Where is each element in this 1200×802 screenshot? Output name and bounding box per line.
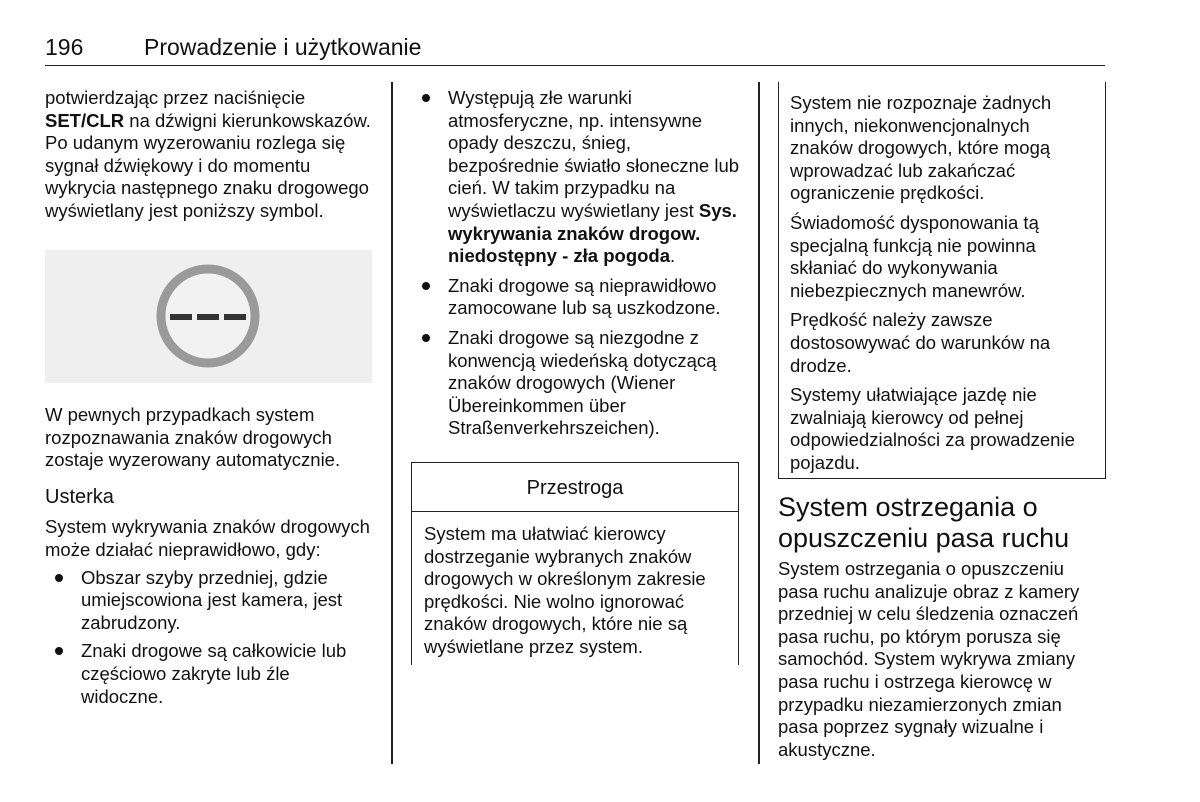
auto-reset-paragraph: W pewnych przypadkach system rozpoznawania znaków drogowych zostaje wyzerowany automatycznie. [45, 404, 341, 471]
lane-departure-section [778, 492, 1104, 761]
warning-box [411, 462, 739, 665]
column-1 [45, 87, 375, 223]
column-divider-left [391, 82, 393, 764]
column-2 [412, 87, 742, 446]
list-item: Obszar szyby przedniej, gdzie umiejscowiona jest kamera, jest zabrudzony. [45, 567, 375, 635]
intro-paragraph: potwierdzając przez naciśnięcie SET/CLR na dźwigni kierunkowskazów. Po udanym wyzerowaniu rozlega się sygnał dźwiękowy i do momentu wykrycia następnego znaku drogowego wyświetlany jest poniższy symbol. [45, 87, 371, 221]
bullet-icon [55, 574, 63, 582]
section-header-title: Prowadzenie i użytkowanie [144, 34, 422, 60]
list-item: Znaki drogowe są niezgodne z konwencją wiedeńską dotyczącą znaków drogowych (Wiener Übereinkommen über Straßenverkehrszeichen). [412, 327, 742, 440]
bullet-icon [422, 94, 430, 102]
fault-heading: Usterka [45, 485, 114, 508]
list-item: Znaki drogowe są całkowicie lub częściowo zakryte lub źle widoczne. [45, 640, 375, 708]
header-rule [45, 65, 1105, 66]
page-number: 196 [45, 34, 84, 60]
notice-paragraph: Prędkość należy zawsze dostosowywać do warunków na drodze. [790, 309, 1051, 376]
notice-paragraph: Świadomość dysponowania tą specjalną funkcją nie powinna skłaniać do wykonywania niebezpiecznych manewrów. [790, 211, 1039, 301]
lane-departure-text: System ostrzegania o opuszczeniu pasa ruchu analizuje obraz z kamery przedniej w celu śledzenia oznaczeń pasa ruchu, po którym porusza się samochód. System wykrywa zmiany pasa ruchu i ostrzega kierowcę w przypadku niezamierzonych zmian pasa poprzez sygnały wizualne i akustyczne. [778, 558, 1080, 760]
notice-box [778, 82, 1106, 479]
column-divider-right [758, 82, 760, 764]
lane-departure-title: System ostrzegania o opuszczeniu pasa ruchu [778, 492, 1070, 553]
warning-header [412, 463, 738, 512]
end-of-restrictions-sign-icon [152, 264, 264, 368]
notice-paragraph: System nie rozpoznaje żadnych innych, niekonwencjonalnych znaków drogowych, które mogą wprowadzać lub zakańczać ograniczenie prędkości. [790, 92, 1052, 204]
notice-content [790, 92, 1096, 482]
display-message: Sys. wykrywania znaków drogow. niedostępny - zła pogoda [448, 199, 737, 267]
fault-list-continued [412, 87, 742, 440]
list-item: Występują złe warunki atmosferyczne, np. intensywne opady deszczu, śnieg, bezpośrednie światło słoneczne lub cień. W takim przypadku na wyświetlaczu wyświetlany jest Sys. wykrywania znaków drogow. niedostępny - zła pogoda. [412, 87, 742, 268]
column-1-lower [45, 404, 375, 714]
fault-list [45, 567, 375, 709]
set-clr-label: SET/CLR [45, 109, 125, 131]
list-item: Znaki drogowe są nieprawidłowo zamocowane lub są uszkodzone. [412, 275, 742, 320]
warning-text: System ma ułatwiać kierowcy dostrzeganie wybranych znaków drogowych w określonym zakresie prędkości. Nie wolno ignorować znaków drogowych, które nie są wyświetlane przez system. [424, 523, 706, 657]
reset-symbol-illustration [45, 250, 372, 383]
warning-title: Przestroga [526, 477, 624, 499]
notice-paragraph: Systemy ułatwiające jazdę nie zwalniają kierowcy od pełnej odpowiedzialności za prowadzenie pojazdu. [790, 384, 1075, 473]
bullet-icon [55, 647, 63, 655]
bullet-icon [422, 282, 430, 290]
bullet-icon [422, 334, 430, 342]
fault-intro-paragraph: System wykrywania znaków drogowych może działać nieprawidłowo, gdy: [45, 516, 370, 560]
